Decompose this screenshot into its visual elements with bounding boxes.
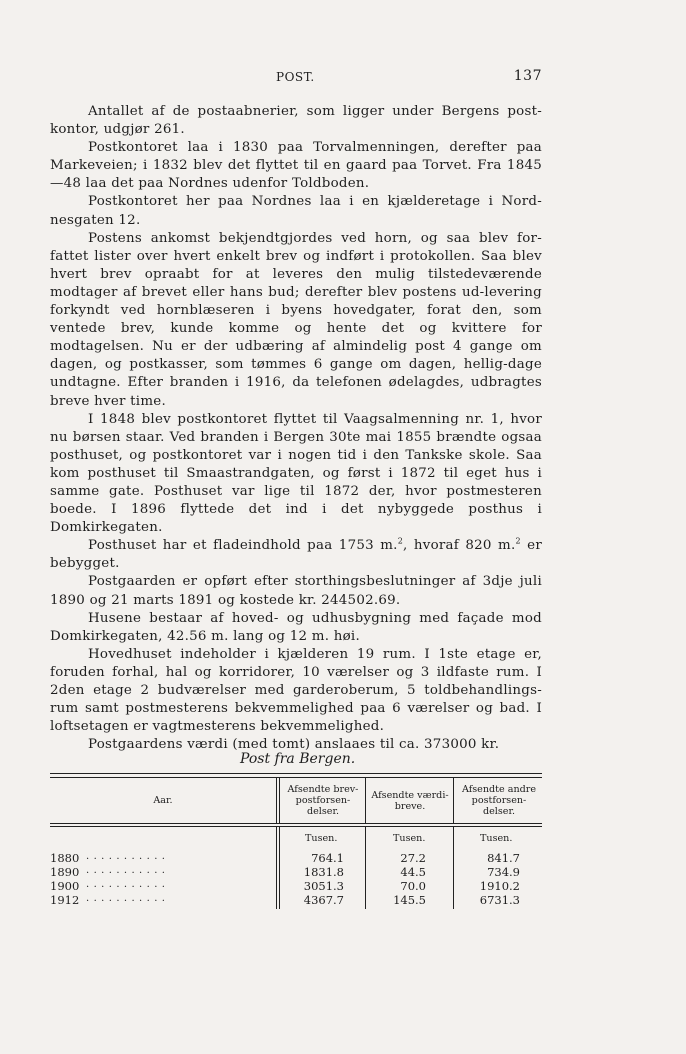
paragraph: Postkontoret laa i 1830 paa Torvalmenningen, derefter paa Markeveien; i 1832 blev det flyttet til en gaard paa Torvet. Fra 1845—48 laa det paa Nordnes udenfor Toldboden. bbox=[50, 140, 542, 192]
header-letters: Afsendte brev-postforsen-delser. bbox=[287, 784, 359, 817]
leader-dots: ........... bbox=[86, 893, 170, 904]
header-value-letters: Afsendte værdi-breve. bbox=[371, 789, 449, 812]
body-text bbox=[50, 103, 542, 754]
table-row bbox=[50, 893, 542, 907]
paragraph: Antallet af de postaabnerier, som ligger under Bergens post-kontor, udgjør 261. bbox=[50, 104, 542, 138]
leader-dots: ........... bbox=[86, 879, 170, 890]
other-cell: 734.9 bbox=[487, 865, 520, 879]
other-cell: 1910.2 bbox=[479, 879, 520, 893]
year-cell: 1912 bbox=[50, 893, 80, 907]
header-year: Aar. bbox=[153, 795, 173, 806]
paragraph: I 1848 blev postkontoret flyttet til Vaagsalmenning nr. 1, hvor nu børsen staar. Ved branden i Bergen 30te mai 1855 brændte ogsaa posthuset, og postkontoret var i nogen tid i den Tankske skole. Saa kom posthuset til Smaastrandgaten, og først i 1872 til eget hus i samme gate. Posthuset var lige til 1872 der, hvor postmesteren boede. I 1896 flyttede det ind i det nybyggede posthus i Domkirkegaten. bbox=[50, 411, 542, 536]
table-row bbox=[50, 851, 542, 865]
paragraph: Postens ankomst bekjendtgjordes ved horn, og saa blev for-fattet lister over hvert enkelt brev og indført i protokollen. Saa blev hvert brev opraabt for at leveres den mulig tilstedeværende modtager af brevet eller hans bud; derefter blev postens ud-levering forkyndt ved hornblæseren i byens hovedgater, forat den, som ventede brev, kunde komme og hente det og kvittere for modtagelsen. Nu er der udbæring af almindelig post 4 gange om dagen, og postkasser, som tømmes 6 gange om dagen, hellig-dage undtagne. Efter branden i 1916, da telefonen ødelagdes, udbragtes breve hver time. bbox=[50, 230, 542, 409]
letters-cell: 764.1 bbox=[311, 851, 344, 865]
unit-label: Tusen. bbox=[393, 833, 426, 844]
paragraph-area: Posthuset har et fladeindhold paa 1753 m.$^2$, hvoraf 820 m.$^2$ er bebygget. bbox=[50, 536, 542, 572]
unit-label: Tusen. bbox=[305, 833, 338, 844]
other-cell: 6731.3 bbox=[479, 893, 520, 907]
leader-dots: ........... bbox=[86, 865, 170, 876]
value-letters-cell: 70.0 bbox=[400, 879, 426, 893]
other-cell: 841.7 bbox=[487, 851, 520, 865]
statistics-table bbox=[50, 773, 542, 909]
value-letters-cell: 145.5 bbox=[393, 893, 426, 907]
header-other: Afsendte andre postforsen-delser. bbox=[461, 784, 537, 817]
paragraph: Postgaarden er opført efter storthingsbeslutninger af 3dje juli 1890 og 21 marts 1891 og kostede kr. 244502.69. bbox=[50, 574, 542, 608]
leader-dots: ........... bbox=[86, 851, 170, 862]
table-body bbox=[50, 827, 542, 909]
paragraph: Husene bestaar af hoved- og udhusbygning med façade mod Domkirkegaten, 42.56 m. lang og 12 m. høi. bbox=[50, 610, 542, 644]
paragraph: Hovedhuset indeholder i kjælderen 19 rum. I 1ste etage er, foruden forhal, hal og korridorer, 10 værelser og 3 ildfaste rum. I 2den etage 2 budværelser med garderoberum, 5 toldbehandlings-rum samt postmesterens bekvemmelighed paa 6 værelser og bad. I loftsetagen er vagtmesterens bekvemmelighed. bbox=[50, 646, 542, 735]
unit-label: Tusen. bbox=[480, 833, 513, 844]
running-title: POST. bbox=[276, 70, 315, 84]
value-letters-cell: 44.5 bbox=[400, 865, 426, 879]
year-cell: 1880 bbox=[50, 851, 80, 865]
year-cell: 1890 bbox=[50, 865, 80, 879]
value-letters-cell: 27.2 bbox=[400, 851, 426, 865]
paragraph: Postgaardens værdi (med tomt) anslaaes til ca. 373000 kr. bbox=[88, 737, 500, 753]
letters-cell: 1831.8 bbox=[303, 865, 344, 879]
page-number: 137 bbox=[513, 68, 542, 84]
year-cell: 1900 bbox=[50, 879, 80, 893]
table-caption: Post fra Bergen. bbox=[240, 751, 356, 767]
table-rule bbox=[50, 773, 542, 774]
table-row bbox=[50, 865, 542, 879]
table-row bbox=[50, 879, 542, 893]
table-header bbox=[50, 778, 542, 823]
letters-cell: 4367.7 bbox=[303, 893, 344, 907]
paragraph: Postkontoret her paa Nordnes laa i en kjælderetage i Nord-nesgaten 12. bbox=[50, 194, 542, 228]
table-rule bbox=[50, 823, 542, 824]
letters-cell: 3051.3 bbox=[303, 879, 344, 893]
